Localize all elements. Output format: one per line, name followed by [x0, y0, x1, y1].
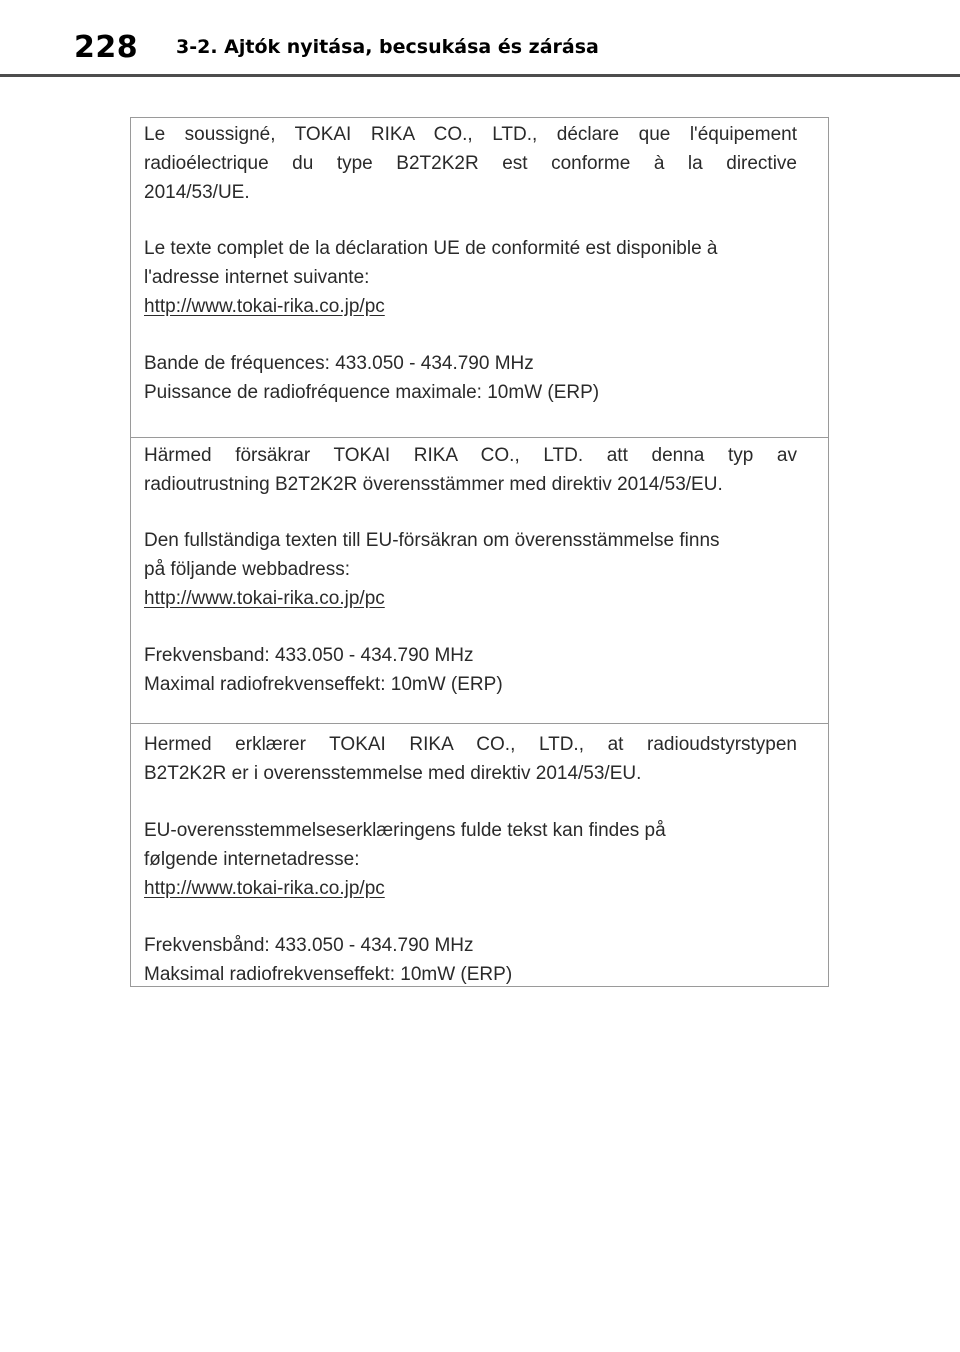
sv-url-link[interactable]: http://www.tokai-rika.co.jp/pc [144, 588, 385, 609]
da-line-1: Hermed erklærer TOKAI RIKA CO., LTD., at radioudstyrstypen [144, 734, 797, 755]
declaration-box [130, 117, 829, 987]
sv-frequency: Frekvensband: 433.050 - 434.790 MHz [144, 645, 474, 666]
da-frequency: Frekvensbånd: 433.050 - 434.790 MHz [144, 935, 474, 956]
page-header [0, 0, 960, 80]
da-url-link[interactable]: http://www.tokai-rika.co.jp/pc [144, 878, 385, 899]
sv-line-4: på följande webbadress: [144, 559, 350, 580]
da-line-3: EU-overensstemmelseserklæringens fulde tekst kan findes på [144, 820, 666, 841]
page-number: 228 [74, 30, 139, 65]
fr-frequency: Bande de fréquences: 433.050 - 434.790 MHz [144, 353, 534, 374]
fr-line-1: Le soussigné, TOKAI RIKA CO., LTD., déclare que l'équipement [144, 124, 797, 145]
declaration-swedish [131, 437, 828, 724]
fr-line-2: radioélectrique du type B2T2K2R est conforme à la directive [144, 153, 797, 174]
fr-power: Puissance de radiofréquence maximale: 10mW (ERP) [144, 382, 600, 403]
da-line-2: B2T2K2R er i overensstemmelse med direktiv 2014/53/EU. [144, 763, 642, 784]
declaration-french [131, 118, 828, 436]
fr-line-3: 2014/53/UE. [144, 182, 250, 203]
sv-line-2: radioutrustning B2T2K2R överensstämmer med direktiv 2014/53/EU. [144, 474, 723, 495]
fr-line-4: Le texte complet de la déclaration UE de conformité est disponible à [144, 238, 718, 259]
sv-power: Maximal radiofrekvenseffekt: 10mW (ERP) [144, 674, 503, 695]
header-divider [0, 74, 960, 77]
fr-url-link[interactable]: http://www.tokai-rika.co.jp/pc [144, 296, 385, 317]
da-line-4: følgende internetadresse: [144, 849, 360, 870]
sv-line-1: Härmed försäkrar TOKAI RIKA CO., LTD. att denna typ av [144, 445, 797, 466]
declaration-danish [131, 723, 828, 987]
section-title: 3-2. Ajtók nyitása, becsukása és zárása [176, 36, 599, 58]
da-power: Maksimal radiofrekvenseffekt: 10mW (ERP) [144, 964, 513, 985]
fr-line-5: l'adresse internet suivante: [144, 267, 370, 288]
sv-line-3: Den fullständiga texten till EU-försäkran om överensstämmelse finns [144, 530, 720, 551]
